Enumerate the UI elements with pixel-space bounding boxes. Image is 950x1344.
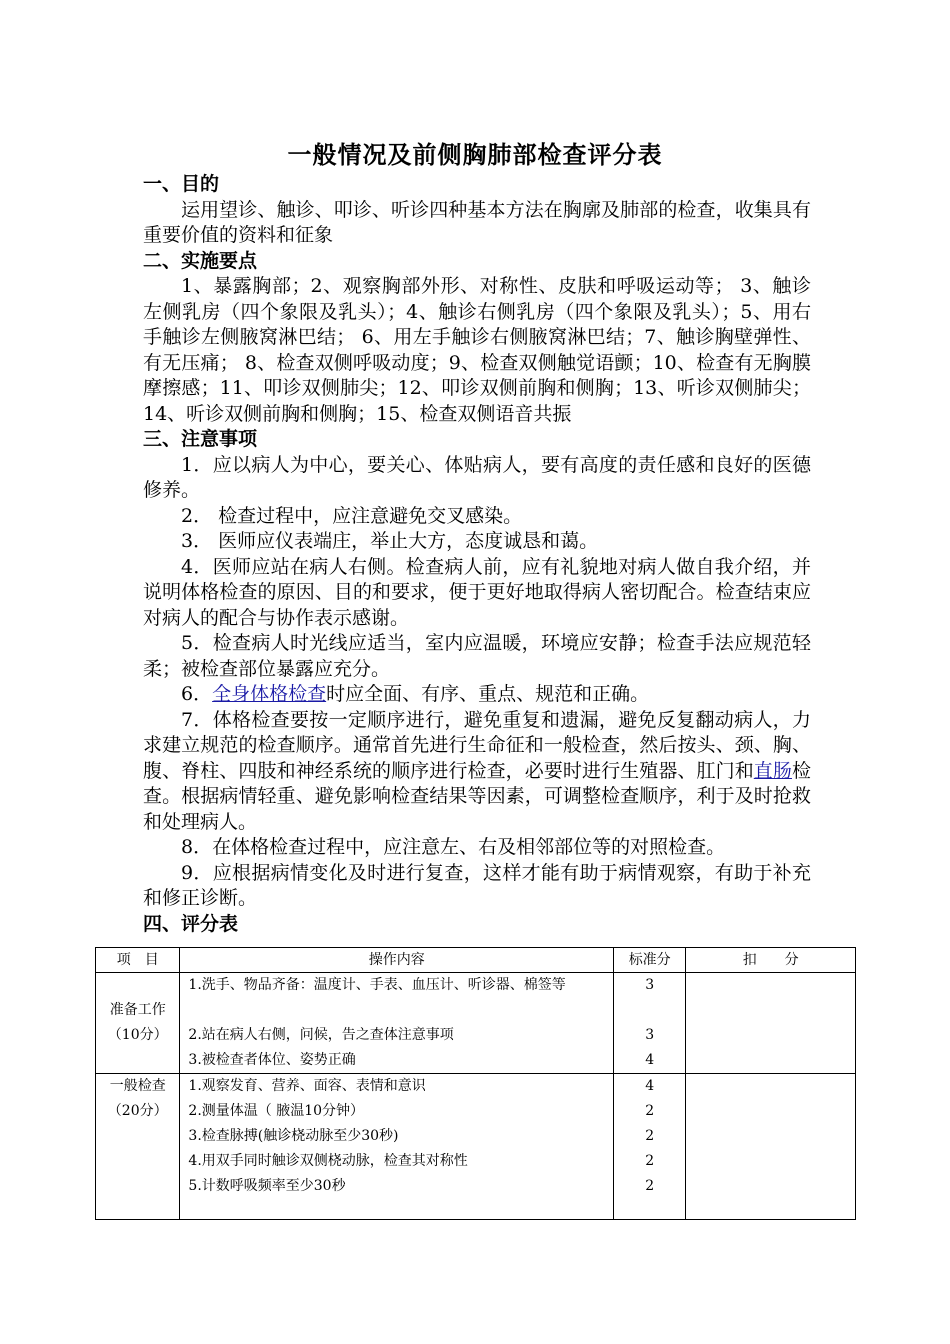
- content-row: 1.观察发育、营养、面容、表情和意识: [188, 1078, 426, 1094]
- document-body: [143, 172, 811, 937]
- content-row: 3.被检查者体位、姿势正确: [188, 1052, 356, 1068]
- group-cell-preparation: [96, 973, 180, 1074]
- section-heading-purpose: 一、目的: [143, 173, 220, 195]
- section-heading-notes: 三、注意事项: [143, 428, 258, 450]
- content-cell-preparation: [180, 973, 614, 1074]
- score-value: 4: [645, 1078, 655, 1094]
- table-row-preparation: [96, 973, 856, 1074]
- group-cell-general-exam: [96, 1074, 180, 1220]
- score-value: 3: [645, 977, 655, 993]
- score-value: 2: [645, 1128, 655, 1144]
- section-heading-score-table: 四、评分表: [143, 912, 239, 935]
- header-item: 项 目: [96, 948, 180, 973]
- note-7-suffix: 检查。根据病情轻重、避免影响检查结果等因素，可调整检查顺序，利于及时抢救和处理病人。: [143, 759, 811, 833]
- table-row-general-exam: [96, 1074, 856, 1220]
- score-cell-preparation: [614, 973, 686, 1074]
- note-5: 5．检查病人时光线应适当，室内应温暖，环境应安静；检查手法应规范轻柔；被检查部位暴露应充分。: [143, 632, 811, 680]
- header-deduction: 扣 分: [686, 948, 856, 973]
- score-value: 2: [645, 1103, 655, 1119]
- content-row: 2.测量体温（ 腋温10分钟）: [188, 1103, 365, 1119]
- content-row: 1.洗手、物品齐备：温度计、手表、血压计、听诊器、棉签等: [188, 977, 566, 993]
- section-heading-key-points: 二、实施要点: [143, 249, 258, 272]
- content-row: 4.用双手同时触诊双侧桡动脉，检查其对称性: [188, 1153, 468, 1169]
- deduction-cell-preparation[interactable]: [686, 973, 856, 1074]
- purpose-text: 运用望诊、触诊、叩诊、听诊四种基本方法在胸廓及肺部的检查，收集具有重要价值的资料和征象: [143, 198, 811, 246]
- score-value: 2: [645, 1153, 655, 1169]
- note-1: 1．应以病人为中心，要关心、体贴病人，要有高度的责任感和良好的医德修养。: [143, 453, 811, 501]
- score-value: 3: [645, 1027, 655, 1043]
- content-cell-general-exam: [180, 1074, 614, 1220]
- content-row: 2.站在病人右侧，问候，告之查体注意事项: [188, 1027, 454, 1043]
- header-content: 操作内容: [180, 948, 614, 973]
- key-points-text: 1、暴露胸部；2、观察胸部外形、对称性、皮肤和呼吸运动等； 3、触诊左侧乳房（四个象限及乳头）；4、触诊右侧乳房（四个象限及乳头）；5、用右手触诊左侧腋窝淋巴结； 6、用左手触诊右侧腋窝淋巴结；7、触诊胸壁弹性、有无压痛； 8、检查双侧呼吸动度；9、检查双侧触觉语颤；10、检查有无胸膜摩擦感；11、叩诊双侧肺尖；12、叩诊双侧前胸和侧胸；13、听诊双侧肺尖；14、听诊双侧前胸和侧胸；15、检查双侧语音共振: [143, 275, 811, 425]
- note-6-suffix: 时应全面、有序、重点、规范和正确。: [326, 683, 650, 705]
- deduction-cell-general-exam[interactable]: [686, 1074, 856, 1220]
- note-6: [143, 682, 811, 708]
- note-7: [143, 708, 811, 836]
- note-6-prefix: 6．: [181, 683, 213, 705]
- note-2: 2． 检查过程中，应注意避免交叉感染。: [181, 504, 523, 527]
- note-4: 4．医师应站在病人右侧。检查病人前，应有礼貌地对病人做自我介绍，并说明体格检查的原因、目的和要求，便于更好地取得病人密切配合。检查结束应对病人的配合与协作表示感谢。: [143, 555, 811, 629]
- content-row: 3.检查脉搏(触诊桡动脉至少30秒): [188, 1128, 399, 1144]
- header-standard-score: 标准分: [614, 948, 686, 973]
- group-name-preparation: 准备工作: [109, 1002, 166, 1018]
- score-table: [95, 947, 856, 1220]
- note-3: 3． 医师应仪表端庄，举止大方，态度诚恳和蔼。: [181, 530, 599, 552]
- note-9: 9．应根据病情变化及时进行复查，这样才能有助于病情观察，有助于补充和修正诊断。: [143, 861, 811, 909]
- group-name-general-exam: 一般检查: [109, 1078, 166, 1094]
- score-value: 2: [645, 1178, 655, 1194]
- page-title: 一般情况及前侧胸肺部检查评分表: [287, 141, 663, 169]
- note-8: 8．在体格检查过程中，应注意左、右及相邻部位等的对照检查。: [181, 836, 726, 858]
- content-row: 5.计数呼吸频率至少30秒: [188, 1178, 346, 1194]
- group-points-preparation: （10分）: [107, 1027, 168, 1043]
- link-full-physical-exam[interactable]: 全身体格检查: [212, 683, 327, 705]
- score-cell-general-exam: [614, 1074, 686, 1220]
- group-points-general-exam: （20分）: [107, 1103, 168, 1119]
- score-table-header-row: [96, 948, 856, 973]
- score-value: 4: [645, 1052, 655, 1068]
- note-7-prefix: 7．体格检查要按一定顺序进行，避免重复和遗漏，避免反复翻动病人，力求建立规范的检查顺序。通常首先进行生命征和一般检查，然后按头、颈、胸、腹、脊柱、四肢和神经系统的顺序进行检查，必要时进行生殖器、肛门和: [143, 708, 811, 782]
- link-rectum[interactable]: 直肠: [753, 759, 792, 782]
